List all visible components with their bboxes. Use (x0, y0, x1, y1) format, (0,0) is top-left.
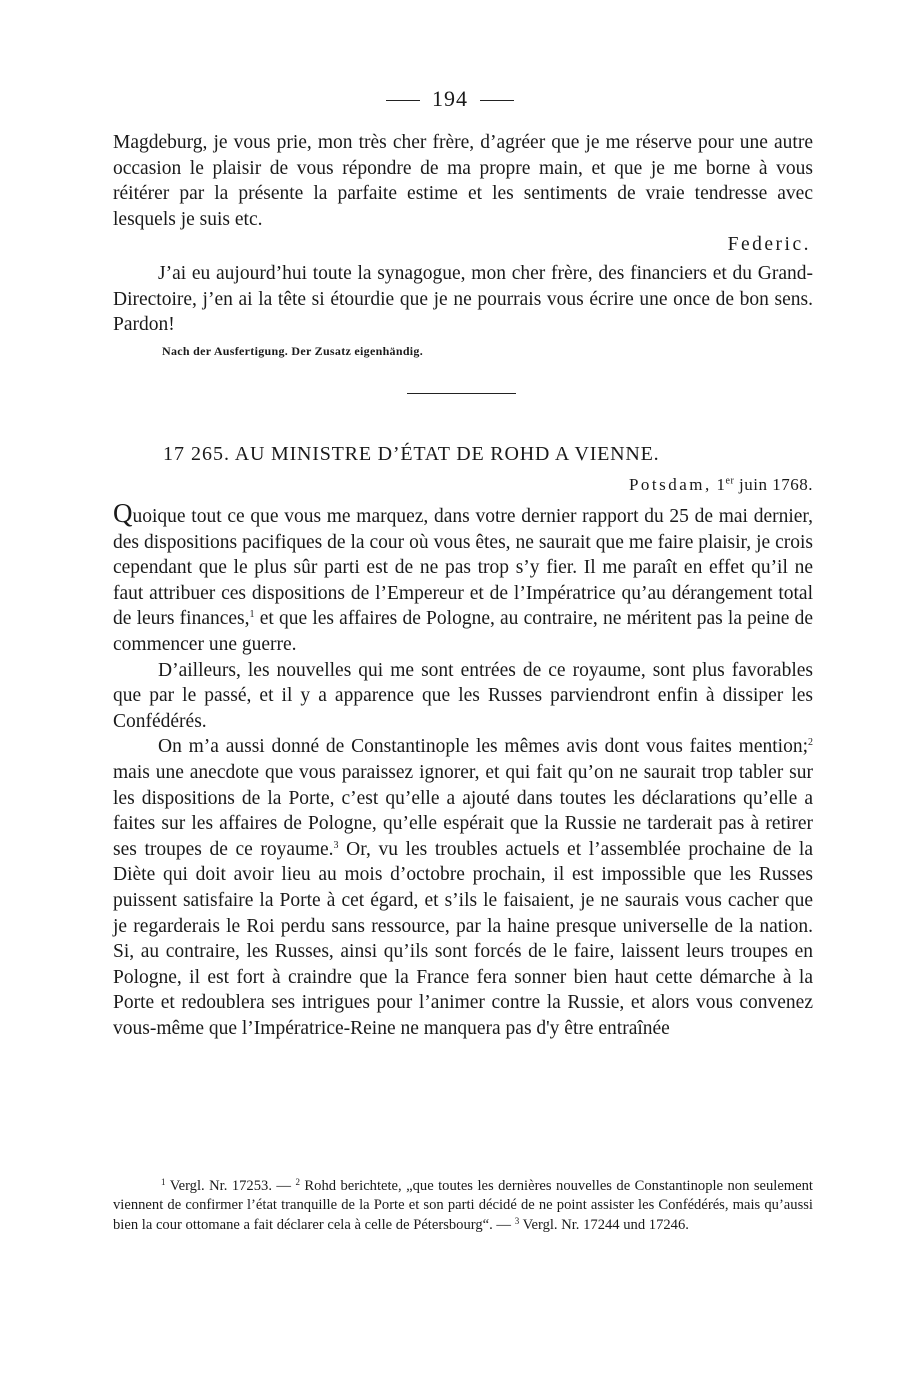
footnote-3-mark: 3 (514, 1215, 520, 1226)
footnote-2: Rohd berichtete, „que toutes les dernières nouvelles de Constantinople non seulement viennent de confirmer l’état tranquille de la Porte et son parti décidé de ne point assister les Confédérés, mais qu’aussi bien la cour ottomane a fait déclarer cela à celle de Pétersbourg“. — (113, 1178, 813, 1233)
signature: Federic. (727, 234, 811, 256)
footnote-marker-1[interactable]: 1 (249, 609, 255, 621)
paragraph-3-text-a: On m’a aussi donné de Constantinople les mêmes avis dont vous faites mention; (158, 736, 808, 758)
source-note: Nach der Ausfertigung. Der Zusatz eigenhändig. (162, 344, 424, 358)
page-number: 194 (432, 86, 468, 111)
footnotes (113, 1177, 813, 1235)
letter-paragraph-1 (113, 498, 813, 658)
dateline (629, 475, 813, 495)
section-divider (407, 393, 516, 394)
letter-body (113, 498, 813, 1041)
dateline-place: Potsdam, (628, 475, 712, 494)
postscript: J’ai eu aujourd’hui toute la synagogue, mon cher frère, des financiers et du Grand-Directoire, j’en ai la tête si étourdie que je ne pourrais vous écrire une once de bon sens. Pardon! (113, 263, 813, 336)
letter-paragraph-3 (113, 734, 813, 1041)
letter-paragraph-2: D’ailleurs, les nouvelles qui me sont entrées de ce royaume, sont plus favorables que par le passé, et il y a apparence que les Russes parviendront enfin à dissiper les Confédérés. (113, 659, 813, 732)
closing-paragraph: Magdeburg, je vous prie, mon très cher frère, d’agréer que je me réserve pour une autre occasion le plaisir de vous répondre de ma propre main, et que je me borne à vous réitérer par la présente la parfaite estime et les sentiments de vraie tendresse avec lesquels je suis etc. (113, 132, 813, 230)
postscript-block (113, 261, 813, 338)
dateline-month-year: juin 1768. (739, 475, 813, 494)
paragraph-1-text-a: uoique tout ce que vous me marquez, dans votre dernier rapport du 25 de mai dernier, des dispositions pacifiques de la cour où vous êtes, ne saurait que me faire plaisir, je crois cependant que le plus sûr parti est de ne pas trop s’y fier. Il me paraît en effet qu’il ne faut attribuer ces dispositions de l’Empereur et de l’Impératrice qu’au dérangement total de leurs finances, (113, 506, 813, 630)
dateline-day-suffix: er (725, 475, 735, 487)
letter-title: AU MINISTRE D’ÉTAT DE ROHD A VIENNE. (234, 443, 660, 465)
paragraph-3-text-c: Or, vu les troubles actuels et l’assemblée prochaine de la Diète qui doit avoir lieu au mois d’octobre prochain, il est impossible que les Russes puissent satisfaire la Porte à cet égard, et s’ils le faisaient, je ne saurais vous cacher que je regarderais le Roi perdu sans ressource, par la haine presque universelle de la nation. Si, au contraire, les Russes, ainsi qu’ils sont forcés de le faire, laissent leurs troupes en Pologne, il est fort à craindre que la France fera sonner bien haut cette démarche à la Porte et redoublera ses intrigues pour l’animer contre la Russie, et alors vous convenez vous-même que l’Impératrice-Reine ne manquera pas d'y être entraînée (113, 838, 813, 1039)
letter-number: 17 265. (163, 443, 230, 465)
paragraph-1-text-b: et que les affaires de Pologne, au contraire, ne méritent pas la peine de commencer une guerre. (113, 608, 813, 655)
footnote-marker-2[interactable]: 2 (808, 737, 813, 749)
footnote-2-mark: 2 (295, 1177, 300, 1187)
footnote-3: Vergl. Nr. 17244 und 17246. (519, 1216, 689, 1233)
previous-letter-ending (113, 130, 813, 258)
page-header (0, 86, 900, 112)
footnote-1: Vergl. Nr. 17253. — (165, 1178, 296, 1194)
drop-cap: Q (113, 498, 133, 528)
letter-heading (163, 443, 803, 466)
footnote-marker-3[interactable]: 3 (333, 839, 339, 851)
footnote-text (113, 1177, 813, 1235)
footnote-1-mark: 1 (161, 1177, 166, 1187)
header-dash-right (480, 100, 514, 101)
dateline-day: 1 (716, 475, 726, 494)
header-dash-left (386, 100, 420, 101)
paragraph-3-text-b: mais une anecdote que vous paraissez ignorer, et qui fait qu’on ne saurait trop tabler sur les dispositions de la Porte, c’est qu’elle a ajouté dans toutes les déclarations qu’elle a faites sur les affaires de Pologne, qu’elle espérait que la Russie ne tarderait pas à retirer ses troupes de ce royaume. (113, 761, 813, 860)
